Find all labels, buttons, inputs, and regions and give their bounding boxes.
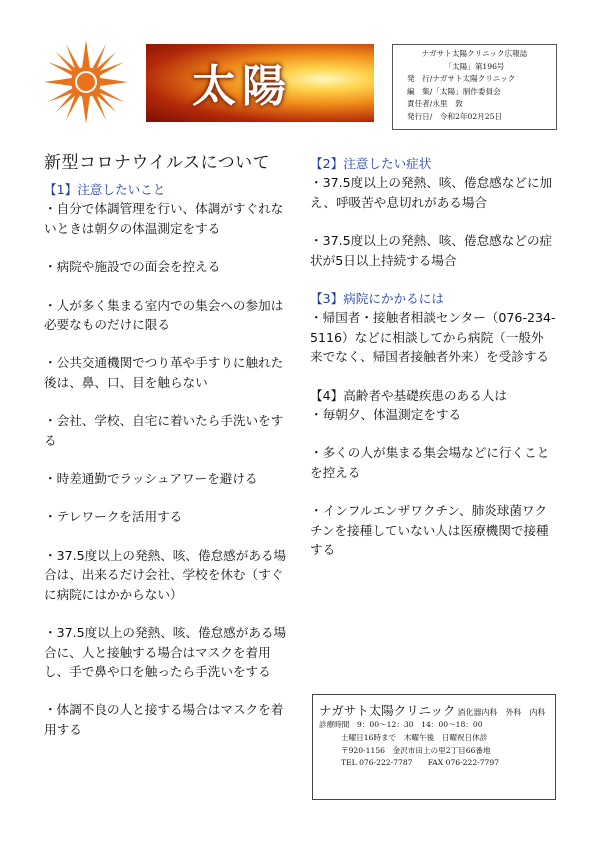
clinic-logo <box>44 40 128 124</box>
clinic-address: 〒920-1156 金沢市田上の里2丁目66番地 <box>341 745 491 755</box>
list-item: ・時差通勤でラッシュアワーを避ける <box>44 471 258 487</box>
list-item: ・インフルエンザワクチン、肺炎球菌ワクチンを接種していない人は医療機関で接種する <box>310 503 549 558</box>
responsible-person: 責任者/永里 敦 <box>407 99 463 109</box>
hours-note: 土曜日16時まで 木曜午後 日曜祝日休診 <box>341 732 488 742</box>
publish-date: 発行日/ 令和2年02月25日 <box>407 111 503 121</box>
section-heading: 【2】注意したい症状 <box>310 156 432 171</box>
right-column <box>310 154 556 560</box>
publisher: 発 行/ナガサト太陽クリニック <box>407 74 516 84</box>
section-heading: 【1】注意したいこと <box>44 182 166 197</box>
list-item: ・病院や施設での面会を控える <box>44 259 221 275</box>
clinic-phone-fax: TEL 076-222-7787 FAX 076-222-7797 <box>341 758 500 768</box>
list-item: ・毎朝夕、体温測定をする <box>310 407 462 423</box>
clinic-name: ナガサト太陽クリニック <box>319 703 456 718</box>
left-column <box>44 180 294 739</box>
list-item: ・37.5度以上の発熱、咳、倦怠感などに加え、呼吸苦や息切れがある場合 <box>310 175 553 210</box>
article-title: 新型コロナウイルスについて <box>44 153 271 173</box>
list-item: ・会社、学校、自宅に着いたら手洗いをする <box>44 413 284 448</box>
newsletter-banner <box>146 44 374 122</box>
editor: 編 集/「太陽」制作委員会 <box>407 86 501 96</box>
list-item: ・37.5度以上の発熱、咳、倦怠感がある場合は、出来るだけ会社、学校を休む（すぐに病院にはかからない） <box>44 547 287 602</box>
clinic-info-box <box>312 694 556 800</box>
clinic-departments: 消化器内科 外科 内科 <box>457 708 546 717</box>
publication-name: ナガサト太陽クリニック広報誌 <box>421 49 528 58</box>
clinic-hours: 9：00～12：30 14：00～18：00 <box>356 720 483 729</box>
list-item: ・37.5度以上の発熱、咳、倦怠感がある場合に、人と接触する場合はマスクを着用し、手で鼻や口を触ったら手洗いをする <box>44 625 287 679</box>
issue-info-box <box>392 44 557 130</box>
list-item: ・人が多く集まる室内での集会への参加は必要なものだけに限る <box>44 297 284 333</box>
list-item: ・公共交通機関でつり革や手すりに触れた後は、鼻、口、目を触らない <box>44 355 284 390</box>
list-item: ・体調不良の人と接する場合はマスクを着用する <box>44 702 284 737</box>
section-heading: 【3】病院にかかるには <box>310 291 444 307</box>
section-heading: 【4】高齢者や基礎疾患のある人は <box>310 387 507 403</box>
list-item: ・37.5度以上の発熱、咳、倦怠感などの症状が5日以上持続する場合 <box>310 233 553 268</box>
list-item: ・帰国者・接触者相談センター（076-234-5116）などに相談してから病院（一般外来でなく、帰国者接触者外来）を受診する <box>310 310 556 365</box>
issue-number: 「太陽」第196号 <box>444 61 505 71</box>
list-item: ・テレワークを活用する <box>44 509 183 525</box>
list-item: ・自分で体調管理を行い、体調がすぐれないときは朝夕の体温測定をする <box>44 201 284 236</box>
newsletter-title: 太陽 <box>192 61 292 112</box>
list-item: ・多くの人が集まる集会場などに行くことを控える <box>310 445 550 480</box>
hours-label: 診療時間 <box>319 720 350 729</box>
